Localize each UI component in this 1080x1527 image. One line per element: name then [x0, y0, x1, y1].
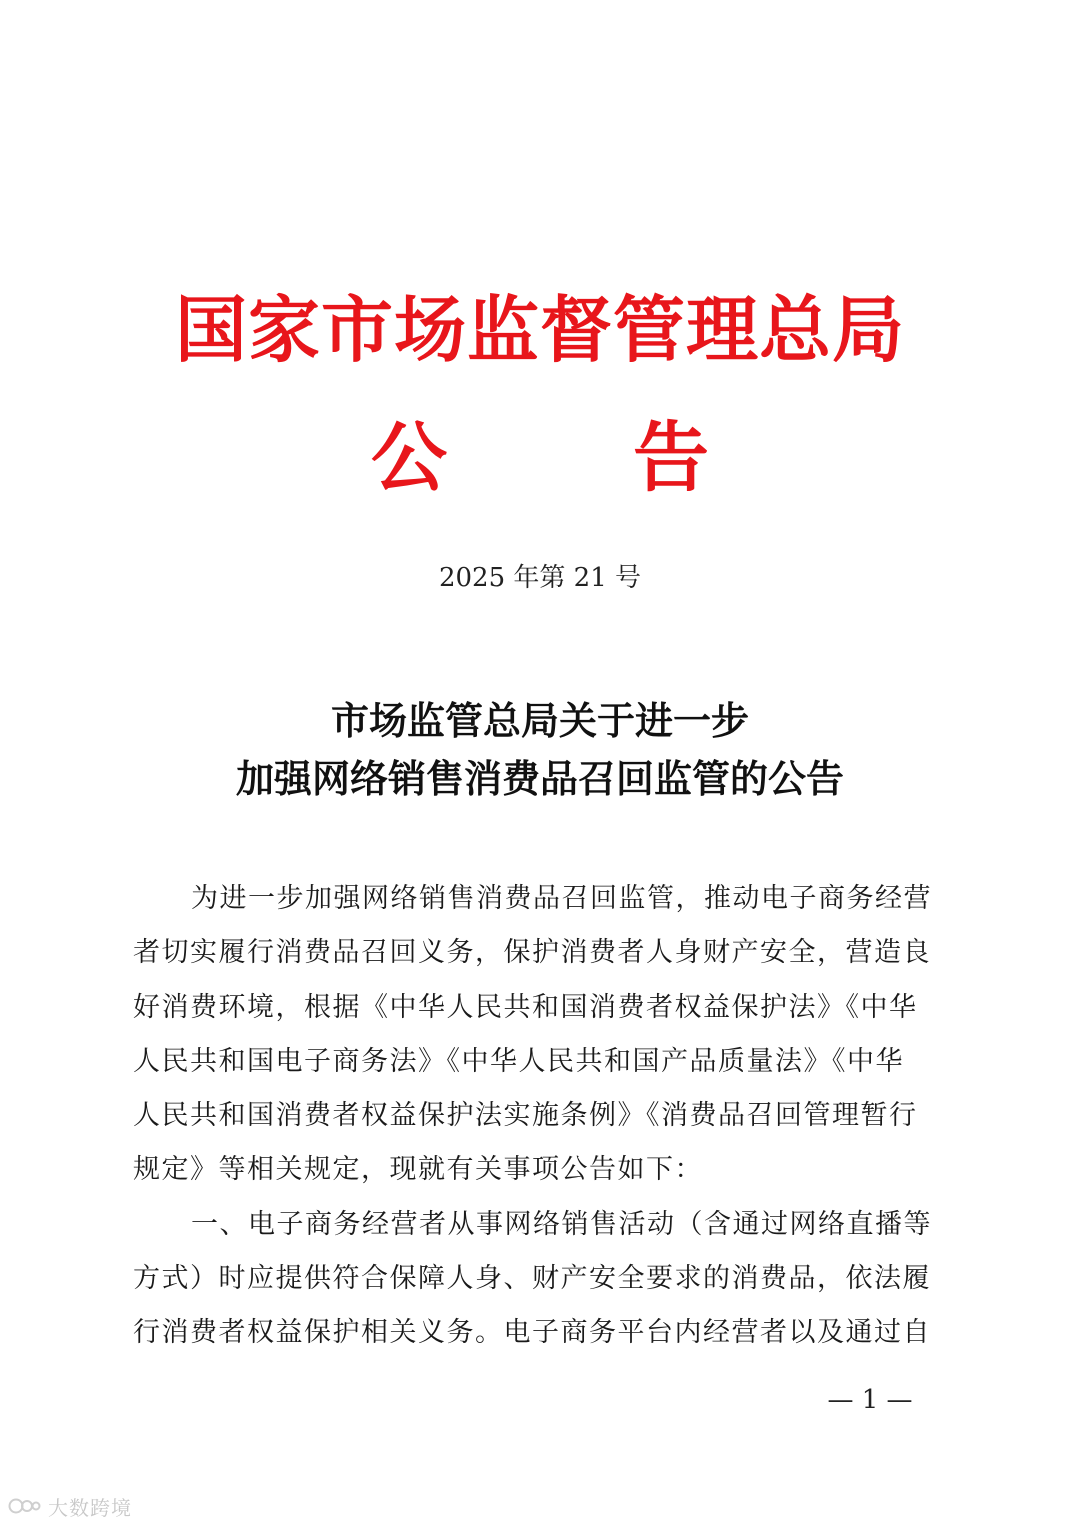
- body-paragraph-line: 规定》等相关规定，现就有关事项公告如下：: [133, 1154, 703, 1186]
- title-line: 加强网络销售消费品召回监管的公告: [235, 756, 844, 801]
- document-type: 公告: [371, 413, 895, 502]
- page-number: — 1 —: [827, 1385, 913, 1415]
- body-paragraph-line: 好消费环境，根据《中华人民共和国消费者权益保护法》《中华: [133, 991, 918, 1023]
- body-paragraph-line: 方式）时应提供符合保障人身、财产安全要求的消费品，依法履: [133, 1263, 931, 1295]
- body-paragraph-line: 人民共和国电子商务法》《中华人民共和国产品质量法》《中华: [133, 1045, 904, 1077]
- document-title: [0, 692, 1080, 808]
- watermark-text: 大数跨境: [48, 1495, 132, 1520]
- document-number: 2025 年第 21 号: [438, 563, 642, 593]
- document-body: [133, 872, 948, 1361]
- issuing-organization: 国家市场监督管理总局: [174, 287, 905, 372]
- watermark-logo-icon: [8, 1495, 42, 1517]
- watermark: [8, 1492, 132, 1520]
- body-paragraph-line: 人民共和国消费者权益保护法实施条例》《消费品召回管理暂行: [133, 1100, 918, 1132]
- body-paragraph-line: 为进一步加强网络销售消费品召回监管，推动电子商务经营: [191, 883, 932, 914]
- body-paragraph-line: 者切实履行消费品召回义务，保护消费者人身财产安全，营造良: [133, 937, 931, 969]
- body-paragraph-line: 一、电子商务经营者从事网络销售活动（含通过网络直播等: [191, 1208, 932, 1240]
- body-paragraph-line: 行消费者权益保护相关义务。电子商务平台内经营者以及通过自: [133, 1317, 931, 1349]
- title-line: 市场监管总局关于进一步: [330, 698, 749, 743]
